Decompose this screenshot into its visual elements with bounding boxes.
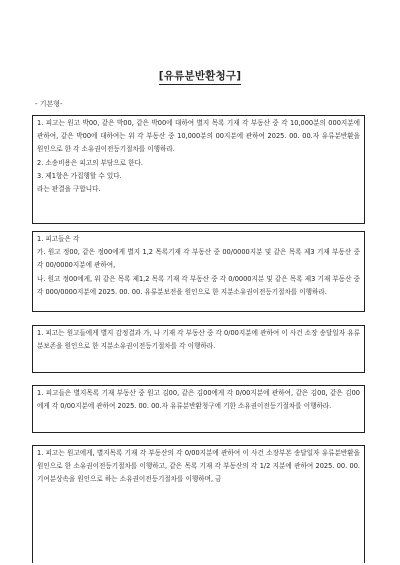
claim-2-paragraph-3: 나. 원고 정00에게, 위 같은 목록 제1,2 목록 기재 각 부동산 중 각 0/0000지분 및 같은 목록 제3 기재 부동산 중 각 000/0000지분에 2025. 00. 00. 유류분보전을 원인으로 한 지분소유권이전등기절차를 이행하라. — [37, 274, 360, 296]
claim-4-paragraph-1: 1. 피고들은 별지목록 기재 부동산 중 원고 김00, 같은 김00에게 각 0/00지분에 관하여, 같은 김00, 같은 김00에게 각 0/00지분에 관하여 2025. 00. 00.자 유류분반환청구에 기한 소유권이전등기절차를 이행하라. — [37, 389, 360, 411]
claim-1-paragraph-4: 라는 판결을 구합니다. — [37, 185, 101, 194]
document-title-text: [유류분반환청구] — [159, 68, 241, 85]
claim-2-paragraph-2: 가. 원고 정00, 같은 정00에게 별지 1,2 목록기재 각 부동산 중 00/0000지분 및 같은 목록 제3 기재 부동산 중 각 00/0000지분에 관하여, — [37, 248, 360, 270]
section-label: - 기본형- — [35, 100, 63, 108]
claim-3-paragraph-1: 1. 피고는 원고들에게 별지 감정결과 가, 나 기재 각 부동산 중 각 0/00지분에 관하여 이 사건 소장 송달일자 유류분보존을 원인으로 한 지분소유권이전등기절차를 각 이행하라. — [37, 329, 360, 351]
claim-1-paragraph-1: 1. 피고는 원고 박00, 같은 박00, 같은 박00에 대하여 별지 목록 기재 각 부동산 중 각 10,000분의 000지분에 관하여, 같은 박00에 대하여는 위 각 부동산 중 10,000분의 00지분에 관하여 2025. 00. 00.자 유류분반환을 원인으로 한 각 소유권이전등기절차를 이행하라. — [37, 119, 360, 154]
document-title — [0, 68, 400, 85]
claim-5-paragraph-1: 1. 피고는 원고에게, 별지목록 기재 각 부동산의 각 0/00지분에 관하여 이 사건 소장부본 송달일자 유류분반환을 원인으로 한 소유권이전등기절차를 이행하고, 같은 목록 기재 각 부동산의 각 1/2 지분에 관하여 2025. 00. 00. 기여분상속을 원인으로 하는 소유권이전등기절차를 이행하며, 금 — [37, 449, 360, 484]
claim-1-paragraph-3: 3. 제1항은 가집행할 수 있다. — [37, 171, 122, 180]
claim-box-3 — [32, 325, 365, 373]
claim-2-paragraph-1: 1. 피고들은 각 — [37, 235, 80, 243]
claim-box-5 — [32, 445, 365, 563]
claim-1-paragraph-2: 2. 소송비용은 피고의 부담으로 한다. — [37, 158, 143, 167]
claim-box-4 — [32, 385, 365, 433]
claim-box-2 — [32, 231, 365, 312]
claim-box-1 — [32, 115, 365, 224]
